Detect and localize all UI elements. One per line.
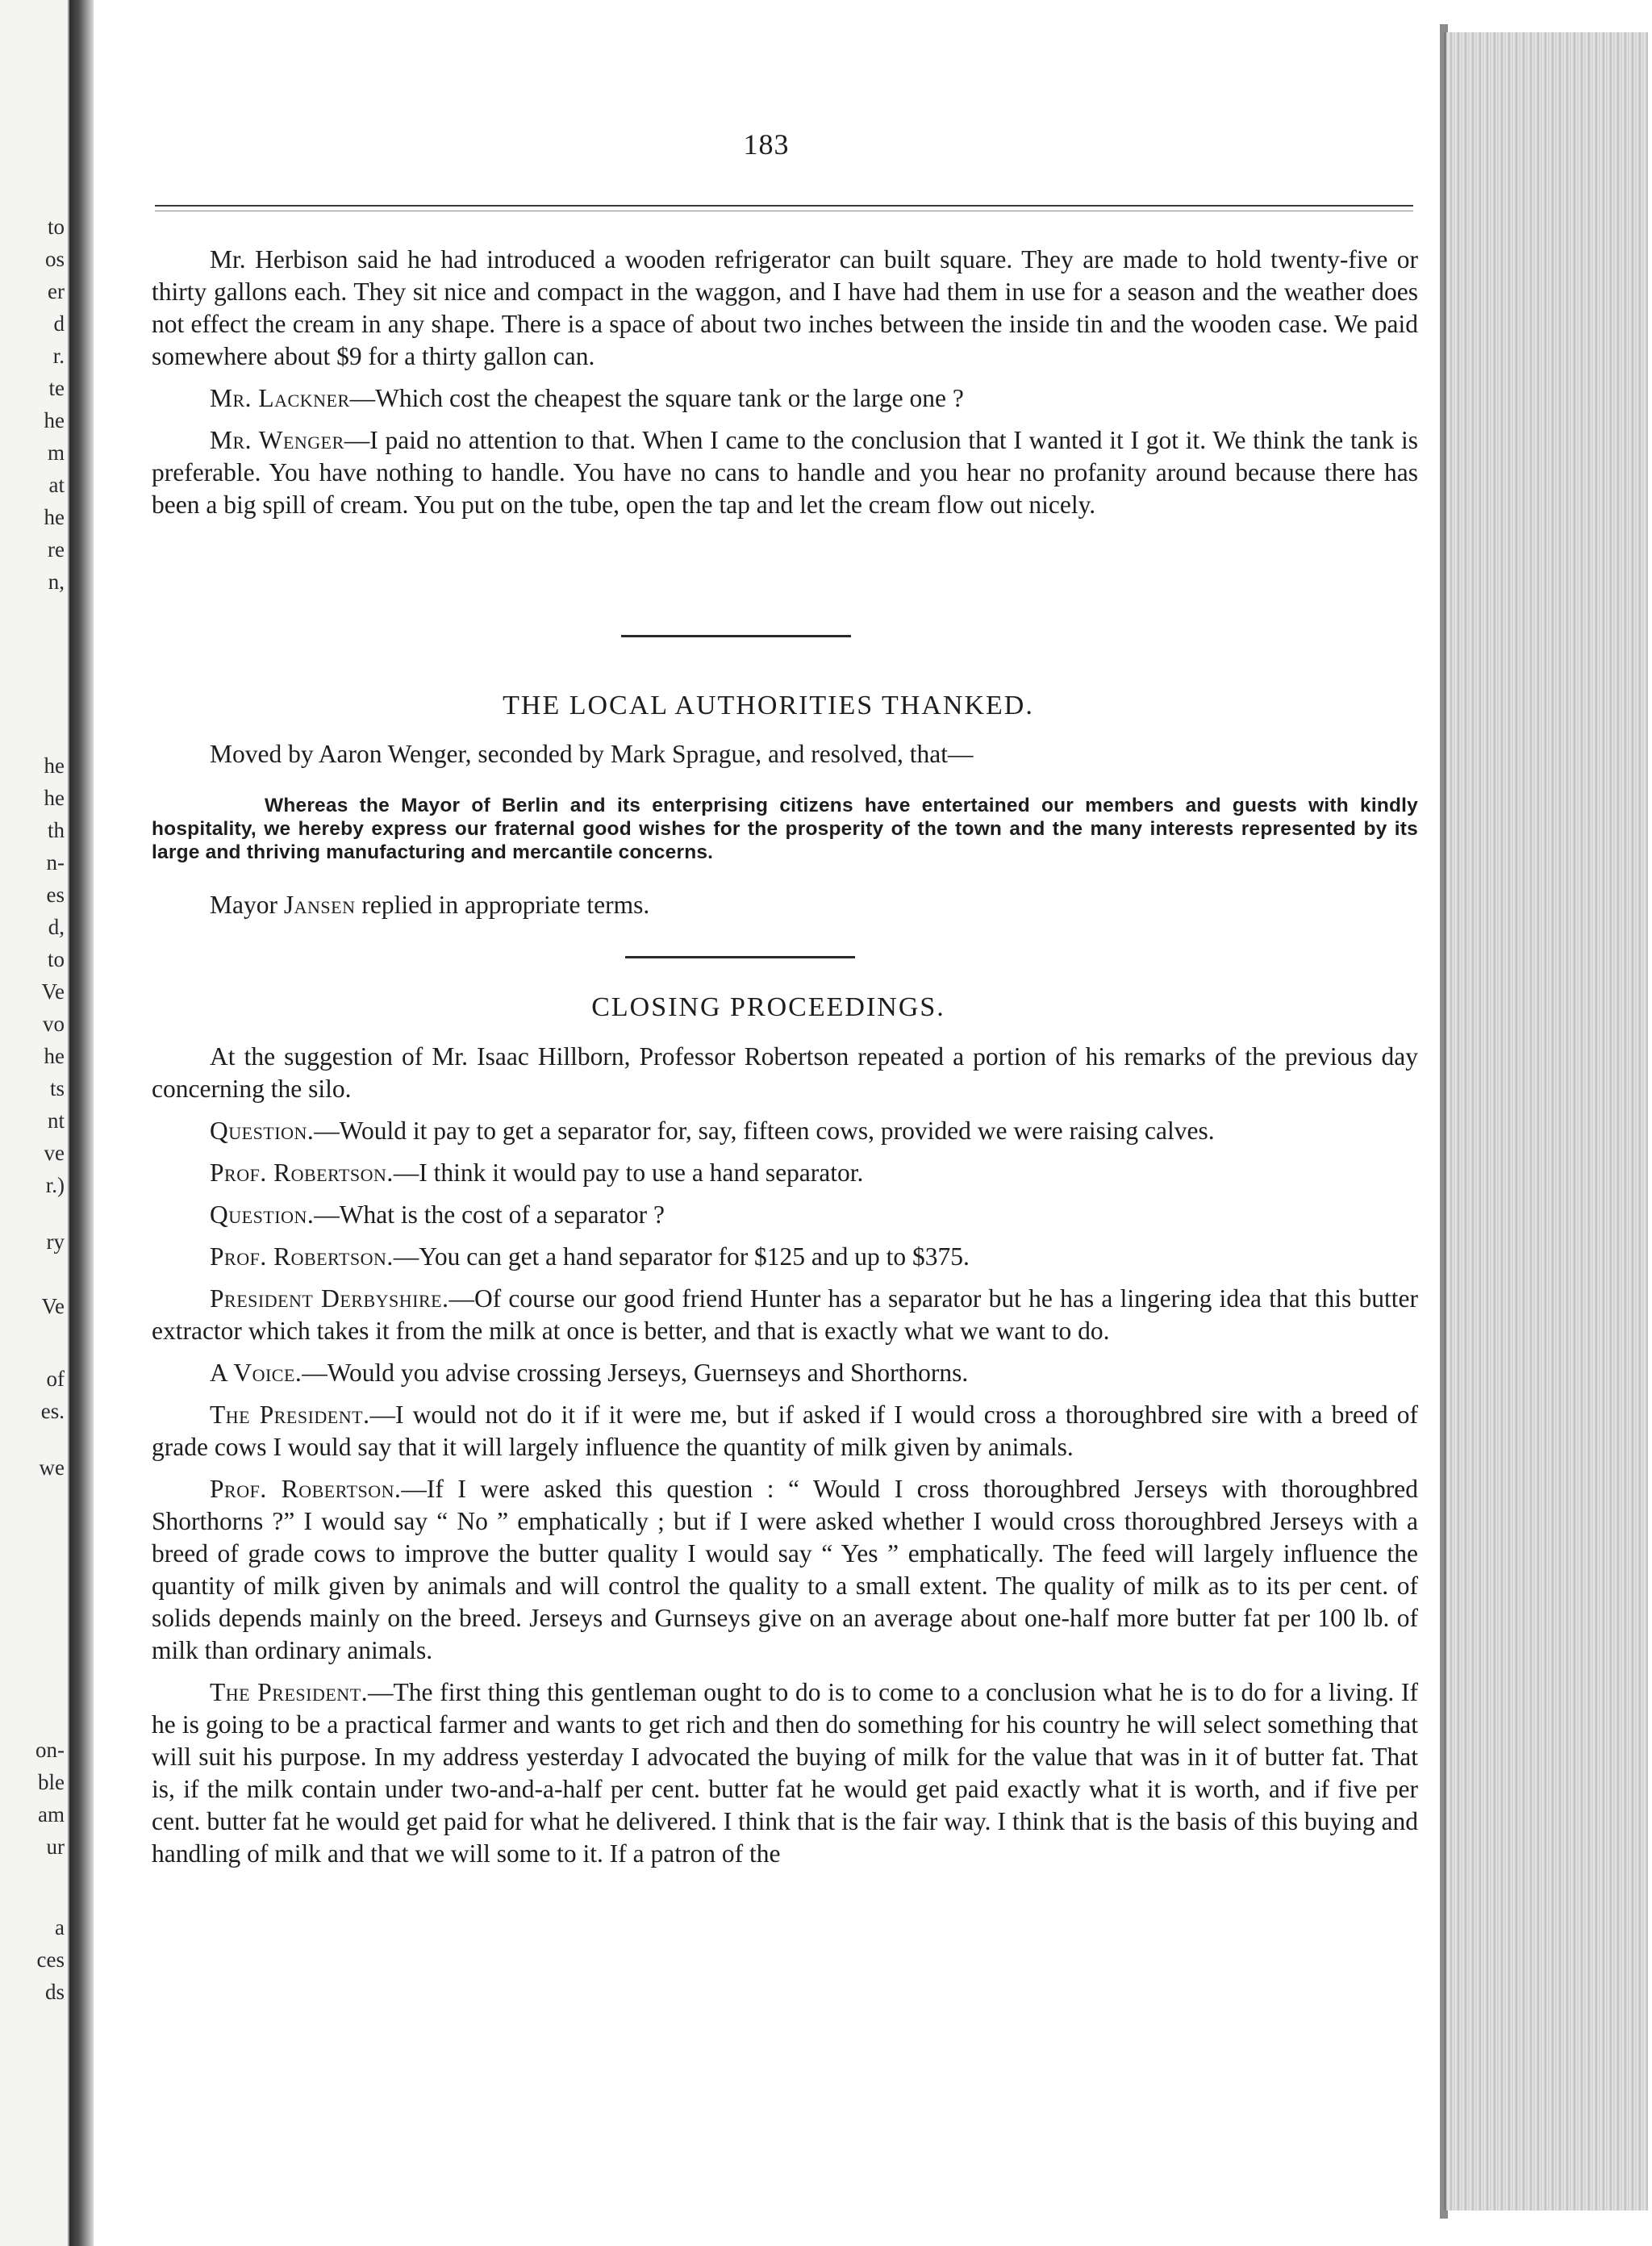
speaker-name: Prof. Robertson. xyxy=(210,1158,394,1187)
margin-fragment: ds xyxy=(44,1980,65,2004)
margin-fragment: r.) xyxy=(45,1173,65,1197)
paragraph-text: —I paid no attention to that. When I came to the conclusion that I wanted it I got it. We think the tank is preferable. You have nothing to handle. You have no cans to handle and you hear no profanity around because there has been a big spill of cream. You put on the tube, open the tap and let the cream flow out nicely. xyxy=(152,426,1418,519)
paragraph xyxy=(152,424,1418,521)
paragraph-text: Mr. Herbison said he had introduced a wooden refrigerator can built square. They are made to hold twenty-five or thirty gallons each. They sit nice and compact in the waggon, and I have had them in use for a season and the weather does not effect the cream in any shape. There is a space of about two inches between the inside tin and the wooden case. We paid somewhere about $9 for a thirty gallon can. xyxy=(152,245,1418,370)
motion-text: Moved by Aaron Wenger, seconded by Mark Sprague, and resolved, that— xyxy=(210,740,974,768)
margin-fragment: th xyxy=(47,818,65,842)
speaker-name: Question. xyxy=(210,1117,315,1145)
margin-fragment: he xyxy=(44,408,65,432)
margin-fragment: he xyxy=(44,1044,65,1068)
margin-fragment: re xyxy=(48,537,65,562)
speaker-name: President Derbyshire. xyxy=(210,1284,449,1313)
paragraph xyxy=(152,244,1418,373)
paragraph-text: —You can get a hand separator for $125 and up to $375. xyxy=(393,1242,970,1271)
page-number: 183 xyxy=(743,128,790,161)
previous-page-margin xyxy=(0,0,69,2246)
opening-discussion xyxy=(152,244,1418,531)
paragraph-text: —Would it pay to get a separator for, say, fifteen cows, provided we were raising calves. xyxy=(314,1117,1215,1145)
margin-fragment: nt xyxy=(47,1108,65,1133)
closing-discussion xyxy=(152,1041,1418,1880)
margin-fragment: he xyxy=(44,786,65,810)
paragraph xyxy=(152,382,1418,415)
paragraph xyxy=(152,1283,1418,1347)
paragraph xyxy=(152,1241,1418,1273)
speaker-name: The President. xyxy=(210,1401,370,1429)
paragraph-text: —What is the cost of a separator ? xyxy=(314,1200,665,1229)
speaker-name: A Voice. xyxy=(210,1359,302,1387)
margin-fragment: ble xyxy=(38,1770,65,1794)
margin-fragment: of xyxy=(46,1367,65,1391)
paragraph xyxy=(152,1115,1418,1147)
paragraph-text: —Which cost the cheapest the square tank or the large one ? xyxy=(349,384,964,412)
margin-fragment: ur xyxy=(46,1835,65,1859)
margin-fragment: he xyxy=(44,754,65,778)
margin-fragment: d xyxy=(53,311,65,336)
header-rule xyxy=(155,205,1413,207)
section-heading-local-authorities: THE LOCAL AUTHORITIES THANKED. xyxy=(503,691,1034,720)
paragraph xyxy=(152,1157,1418,1189)
reply-prefix: Mayor xyxy=(210,891,284,919)
margin-fragment: to xyxy=(47,215,65,239)
margin-fragment: te xyxy=(48,376,65,400)
speaker-name: Question. xyxy=(210,1200,315,1229)
paragraph xyxy=(152,1473,1418,1667)
paragraph xyxy=(152,1676,1418,1870)
speaker-name: Mr. Wenger xyxy=(210,426,344,454)
margin-fragment: n, xyxy=(48,570,65,594)
paragraph xyxy=(152,1357,1418,1389)
margin-fragment: er xyxy=(48,279,65,303)
paragraph-text: —Would you advise crossing Jerseys, Guernseys and Shorthorns. xyxy=(302,1359,969,1387)
margin-fragment: he xyxy=(44,505,65,529)
margin-fragment: ts xyxy=(49,1076,65,1100)
section-divider xyxy=(625,956,855,958)
margin-fragment: a xyxy=(55,1915,65,1939)
margin-fragment: ces xyxy=(36,1948,65,1972)
resolution-text: Whereas the Mayor of Berlin and its enterprising citizens have entertained our members and guests with kindly hospitality, we hereby express our fraternal good wishes for the prosperity of the town and the many interests represented by its large and thriving manufacturing and mercantile concerns. xyxy=(152,795,1418,863)
motion-line xyxy=(152,738,1418,780)
resolution-block xyxy=(152,794,1418,864)
paragraph-text: —I would not do it if it were me, but if asked if I would cross a thoroughbred sire with a breed of grade cows I would say that it will largely influence the quantity of milk given by animals. xyxy=(152,1401,1418,1461)
paragraph-text: At the suggestion of Mr. Isaac Hillborn, Professor Robertson repeated a portion of his remarks of the previous day concerning the silo. xyxy=(152,1042,1418,1103)
paragraph-text: —Of course our good friend Hunter has a separator but he has a lingering idea that this butter extractor which takes it from the milk at once is better, and that is exactly what we want to do. xyxy=(152,1284,1418,1345)
margin-fragment: Ve xyxy=(41,979,65,1004)
speaker-name: Mr. Lackner xyxy=(210,384,350,412)
margin-fragment: es xyxy=(46,883,65,907)
book-gutter xyxy=(69,0,94,2246)
margin-fragment: on- xyxy=(35,1738,65,1762)
margin-fragment: d, xyxy=(48,915,65,939)
margin-fragment: to xyxy=(47,947,65,971)
paragraph-text: —I think it would pay to use a hand separator. xyxy=(393,1158,864,1187)
paragraph-text: —If I were asked this question : “ Would I cross thoroughbred Jerseys with thoroughbred Shorthorns ?” I would say “ No ” emphatically ; but if I were asked whether I would cross thoroughbred Jerseys with a breed of grade cows to improve the butter quality I would say “ Yes ” emphatically. The feed will largely influence the quantity of milk given by animals and will control the quality to a small extent. The quality of milk as to its per cent. of solids depends mainly on the breed. Jerseys and Gurnseys give on an average about one-half more butter fat per 100 lb. of milk than ordinary animals. xyxy=(152,1475,1418,1664)
margin-fragment: ve xyxy=(44,1141,65,1165)
speaker-name: The President. xyxy=(210,1678,369,1706)
margin-fragment: vo xyxy=(43,1012,65,1036)
margin-fragment: r. xyxy=(52,344,65,368)
paragraph xyxy=(152,1199,1418,1231)
margin-fragment: es. xyxy=(40,1399,65,1423)
margin-fragment: am xyxy=(38,1802,65,1826)
paragraph xyxy=(152,1041,1418,1105)
margin-fragment: n- xyxy=(46,850,65,875)
book-page-edges xyxy=(1444,32,1648,2211)
margin-fragment: we xyxy=(39,1455,65,1480)
margin-fragment: Ve xyxy=(41,1294,65,1318)
margin-fragment: at xyxy=(48,473,65,497)
paragraph-text: —The first thing this gentleman ought to do is to come to a conclusion what he is to do for a living. If he is going to be a practical farmer and wants to get rich and then do something for his country he will select something that will suit his purpose. In my address yesterday I advocated the buying of milk for the value that was in it of butter fat. That is, if the milk contain under two-and-a-half per cent. butter fat he would get paid exactly what it is worth, and if five per cent. butter fat he would get paid for what he delivered. I think that is the fair way. I think that is the basis of this buying and handling of milk and that we will some to it. If a patron of the xyxy=(152,1678,1418,1868)
speaker-name: Prof. Robertson. xyxy=(210,1242,394,1271)
section-divider xyxy=(621,635,851,637)
mayor-reply xyxy=(152,889,1418,931)
section-heading-closing-proceedings: CLOSING PROCEEDINGS. xyxy=(591,992,945,1022)
paragraph xyxy=(152,889,1418,921)
reply-rest: replied in appropriate terms. xyxy=(355,891,650,919)
speaker-name: Jansen xyxy=(283,891,356,919)
speaker-name: Prof. Robertson. xyxy=(210,1475,402,1503)
margin-fragment: os xyxy=(44,247,65,271)
margin-fragment: ry xyxy=(46,1229,65,1254)
paragraph xyxy=(152,1399,1418,1463)
book-page xyxy=(97,0,1440,2246)
margin-fragment: m xyxy=(47,440,65,465)
